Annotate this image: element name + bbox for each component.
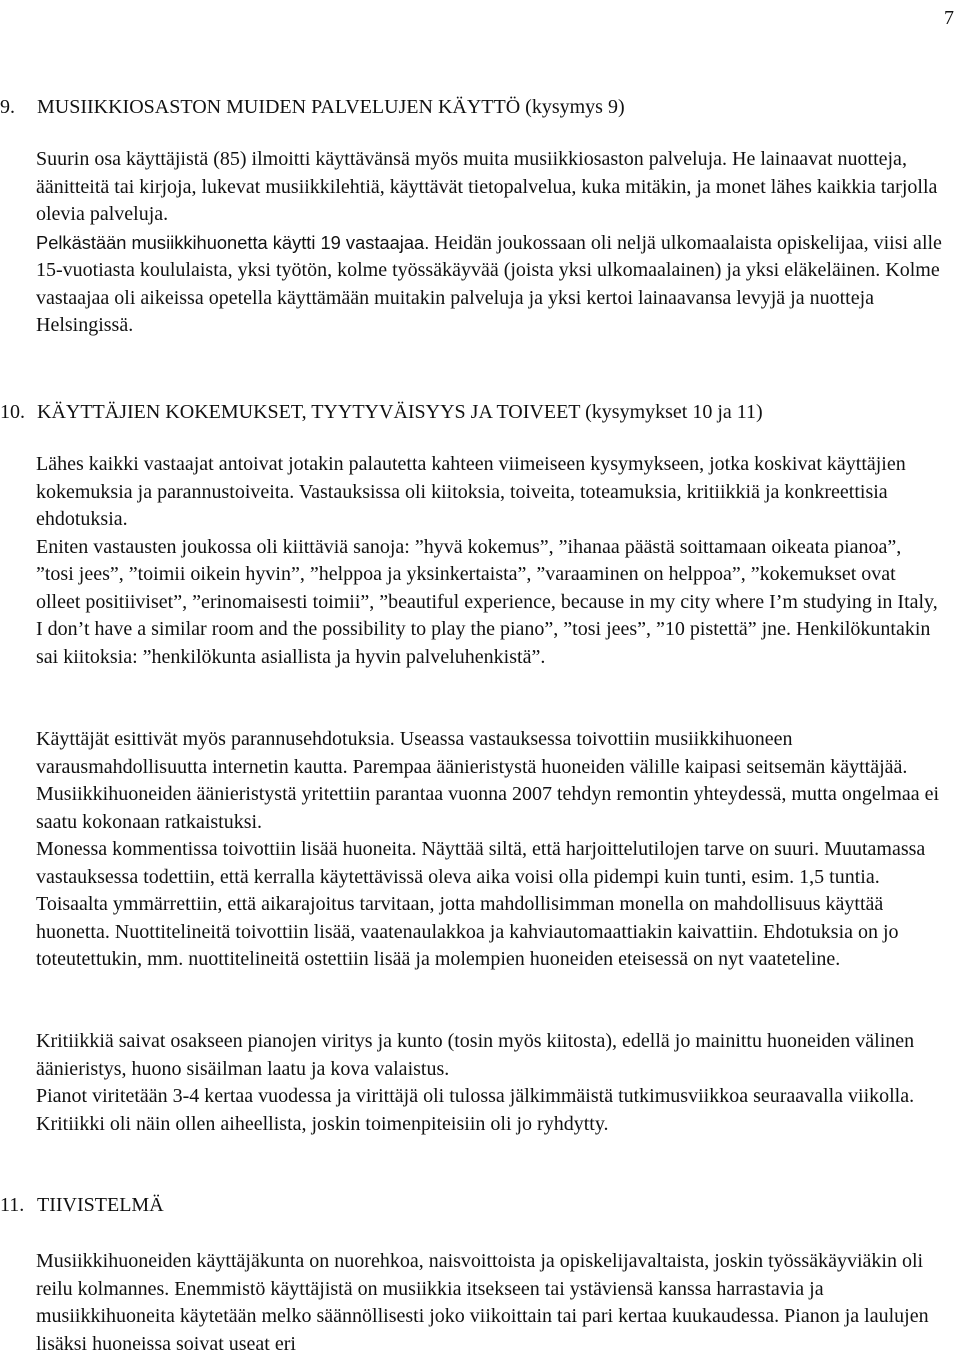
section-9-title: MUSIIKKIOSASTON MUIDEN PALVELUJEN KÄYTTÖ (kysymys 9) <box>37 96 625 118</box>
section-11-p1-text: Musiikkihuoneiden käyttäjäkunta on nuorehkoa, naisvoittoista ja opiskelijavaltaista, joskin työssäkäyviäkin oli reilu kolmannes. Enemmistö käyttäjistä on musiikkia itsekseen tai ystäviensä kanssa harrastavia ja musiikkihuoneita käytetään melko säännöllisesti joko viikoittain tai pari kertaa kuukaudessa. Pianon ja laulujen lisäksi huoneissa soivat useat eri <box>36 1250 929 1355</box>
section-10-p1-text: Lähes kaikki vastaajat antoivat jotakin palautetta kahteen viimeiseen kysymykseen, jotka koskivat käyttäjien kokemuksia ja parannustoiveita. Vastauksissa oli kiitoksia, toiveita, toteamuksia, kritiikkiä ja konkreettisia ehdotuksia. <box>36 453 906 530</box>
section-10-p2-text: Eniten vastausten joukossa oli kiittäviä sanoja: ”hyvä kokemus”, ”ihanaa päästä soittamaan oikeata pianoa”, ”tosi jees”, ”toimii oikein hyvin”, ”helppoa ja yksinkertaista”, ”varaaminen on helppoa”, ”kokemukset ovat olleet positiiviset”, ”erinomaisesti toimii”, ”beautiful experience, because in my city where I’m studying in Italy, I don’t have a similar room and the possibility to play the piano”, ”tosi jees”, ”10 pistettä” jne. Henkilökuntakin sai kiitoksia: ”henkilökunta asiallista ja hyvin palveluhenkistä”. <box>36 535 938 668</box>
section-9-p2-sans-lead: Pelkästään musiikkihuonetta käytti 19 vastaajaa. <box>36 231 430 253</box>
section-11-paragraph-1 <box>36 1248 942 1358</box>
section-10-p6-text: Pianot viritetään 3-4 kertaa vuodessa ja virittäjä oli tulossa jälkimmäistä tutkimusviikkoa seuraavalla viikolla. Kritiikki oli näin ollen aiheellista, joskin toimenpiteisiin oli jo ryhdytty. <box>36 1085 915 1135</box>
section-10-paragraph-3 <box>36 1028 942 1138</box>
section-10-p4-text: Monessa kommentissa toivottiin lisää huoneita. Näyttää siltä, että harjoittelutilojen tarve on suuri. Muutamassa vastauksessa todettiin, että kerralla käytettävissä oleva aika voisi olla pidempi kuin tunti, esim. 1,5 tuntia. Toisaalta ymmärrettiin, että aikarajoitus tarvitaan, jotta mahdollisimman monella on mahdollisuus käyttää huonetta. Nuottitelineitä toivottiin lisää, vaatenaulakkoa ja kahviautomaattiakin kaivattiin. Ehdotuksia on jo toteutettukin, mm. nuottitelineitä ostettiin lisää ja molempien huoneiden eteisessä on nyt vaateteline. <box>36 838 926 970</box>
section-11-number: 11. <box>0 1194 25 1216</box>
section-9-p2-end: Kolme vastaajaa oli aikeissa opetella käyttämään muitakin palveluja ja yksi kertoi lainaavansa levyjä ja nuotteja Helsingissä. <box>36 259 940 336</box>
section-10-title: KÄYTTÄJIEN KOKEMUKSET, TYYTYVÄISYYS JA TOIVEET (kysymykset 10 ja 11) <box>37 401 763 423</box>
section-11-title: TIIVISTELMÄ <box>37 1194 164 1216</box>
section-10-number: 10. <box>0 401 25 423</box>
page-number: 7 <box>944 7 954 29</box>
section-9-p2-middle: Heidän joukossaan oli neljä ulkomaalaista opiskelijaa, viisi alle 15-vuotiasta koululaista, yksi työtön, kolme työssäkäyvää (joista yksi ulkomaalainen) ja yksi eläkeläinen. <box>36 231 942 281</box>
section-9-p1-text: Suurin osa käyttäjistä (85) ilmoitti käyttävänsä myös muita musiikkiosaston palveluja. He lainaavat nuotteja, äänitteitä tai kirjoja, lukevat musiikkilehtiä, käyttävät tietopalvelua, kuka mitäkin, ja monet lähes kaikkia tarjolla olevia palveluja. <box>36 148 938 225</box>
section-9-paragraph-1 <box>36 146 942 340</box>
section-10-paragraph-1 <box>36 451 942 671</box>
section-9-number: 9. <box>0 96 15 118</box>
section-10-paragraph-2 <box>36 726 942 974</box>
section-10-p5-text: Kritiikkiä saivat osakseen pianojen viritys ja kunto (tosin myös kiitosta), edellä jo mainittu huoneiden välinen äänieristys, huono sisäilman laatu ja kova valaistus. <box>36 1030 915 1080</box>
section-10-p3-text: Käyttäjät esittivät myös parannusehdotuksia. Useassa vastauksessa toivottiin musiikkihuoneen varausmahdollisuutta internetin kautta. Parempaa äänieristystä huoneiden välille kaipasi seitsemän käyttäjää. Musiikkihuoneiden äänieristystä yritettiin parantaa vuonna 2007 tehdyn remontin yhteydessä, mutta ongelmaa ei saatu kokonaan ratkaistuksi. <box>36 728 940 833</box>
